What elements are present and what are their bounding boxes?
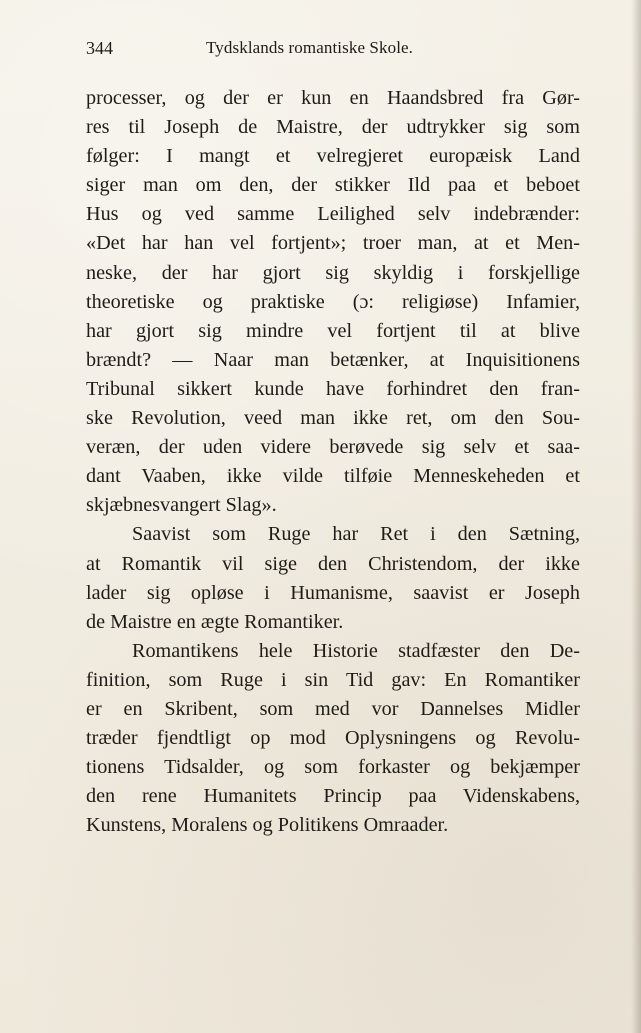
running-title: Tydsklands romantiske Skole.	[206, 38, 414, 57]
text-line: Tribunal sikkert kunde have forhindret den fran-	[86, 377, 580, 400]
page-number: 344	[86, 38, 113, 58]
text-line: res til Joseph de Maistre, der udtrykker sig som	[86, 116, 580, 139]
text-line: Hus og ved samme Leilighed selv indebrænder:	[86, 203, 580, 226]
running-head	[86, 36, 580, 60]
paragraph-1	[86, 84, 580, 520]
body-text	[86, 84, 580, 840]
text-line: Kunstens, Moralens og Politikens Omraader.	[86, 814, 449, 837]
text-line: dant Vaaben, ikke vilde tilføie Menneskeheden et	[86, 465, 580, 488]
text-line: skjæbnesvangert Slag».	[86, 494, 277, 517]
text-line: ske Revolution, veed man ikke ret, om den Sou-	[86, 407, 580, 430]
text-line: siger man om den, der stikker Ild paa et beboet	[86, 174, 580, 197]
text-line: veræn, der uden videre berøvede sig selv et saa-	[86, 436, 580, 459]
text-line: den rene Humanitets Princip paa Videnskabens,	[86, 785, 580, 808]
text-line: «Det har han vel fortjent»; troer man, at et Men-	[86, 232, 580, 255]
text-line: processer, og der er kun en Haandsbred fra Gør-	[86, 87, 580, 109]
text-line: følger: I mangt et velregjeret europæisk Land	[86, 145, 580, 168]
text-line: brændt? — Naar man betænker, at Inquisitionens	[86, 348, 580, 371]
text-line: neske, der har gjort sig skyldig i forskjellige	[86, 261, 580, 284]
text-line: tionens Tidsalder, og som forkaster og bekjæmper	[86, 756, 580, 779]
text-line: Saavist som Ruge har Ret i den Sætning,	[132, 523, 580, 546]
paragraph-2	[86, 520, 580, 636]
text-line: har gjort sig mindre vel fortjent til at blive	[86, 319, 580, 342]
text-line: finition, som Ruge i sin Tid gav: En Romantiker	[86, 668, 580, 691]
page-edge-shadow	[631, 0, 641, 1033]
paragraph-3	[86, 637, 580, 841]
text-line: at Romantik vil sige den Christendom, der ikke	[86, 552, 580, 575]
text-line: træder fjendtligt op mod Oplysningens og Revolu-	[86, 727, 580, 750]
text-line: de Maistre en ægte Romantiker.	[86, 610, 344, 633]
text-line: er en Skribent, som med vor Dannelses Midler	[86, 697, 580, 720]
text-line: lader sig opløse i Humanisme, saavist er Joseph	[86, 581, 580, 604]
text-line: Romantikens hele Historie stadfæster den De-	[132, 639, 580, 662]
text-line: theoretiske og praktiske (ɔ: religiøse) Infamier,	[86, 290, 580, 313]
